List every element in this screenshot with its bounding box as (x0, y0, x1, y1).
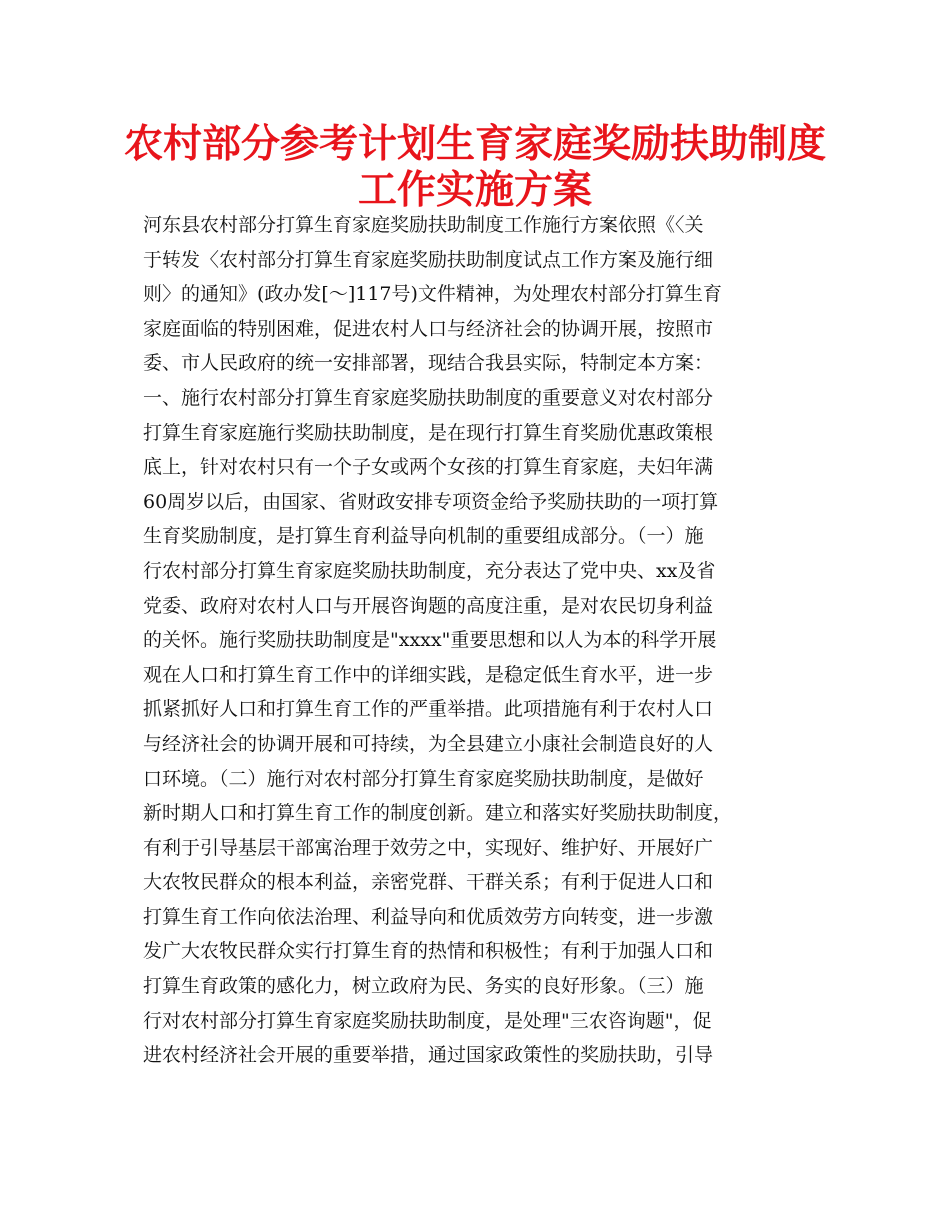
body-text-line: 观在人口和打算生育工作中的详细实践，是稳定低生育水平，进一步 (143, 663, 714, 686)
body-text-line: 底上，针对农村只有一个子女或两个女孩的打算生育家庭，夫妇年满 (143, 456, 714, 479)
body-text-line: 大农牧民群众的根本利益，亲密党群、干群关系；有利于促进人口和 (143, 871, 714, 894)
body-text-line: 行对农村部分打算生育家庭奖励扶助制度，是处理"三农咨询题"，促 (143, 1009, 712, 1032)
body-text-line: 进农村经济社会开展的重要举措，通过国家政策性的奖励扶助，引导 (143, 1044, 714, 1067)
body-text-line: 于转发〈农村部分打算生育家庭奖励扶助制度试点工作方案及施行细 (143, 248, 714, 271)
body-text-line: 行农村部分打算生育家庭奖励扶助制度，充分表达了党中央、xx及省 (143, 559, 716, 582)
body-text-line: 一、施行农村部分打算生育家庭奖励扶助制度的重要意义对农村部分 (143, 386, 714, 409)
body-text-line: 口环境。（二）施行对农村部分打算生育家庭奖励扶助制度，是做好 (143, 767, 704, 790)
body-text-line: 党委、政府对农村人口与开展咨询题的高度注重，是对农民切身利益 (143, 594, 714, 617)
body-text-line: 打算生育政策的感化力，树立政府为民、务实的良好形象。（三）施 (143, 975, 704, 998)
body-text-line: 的关怀。施行奖励扶助制度是"xxxx"重要思想和以人为本的科学开展 (143, 629, 717, 652)
body-text-line: 委、市人民政府的统一安排部署，现结合我县实际，特制定本方案： (143, 352, 714, 375)
body-text-line: 打算生育家庭施行奖励扶助制度，是在现行打算生育奖励优惠政策根 (143, 421, 714, 444)
body-text-line: 打算生育工作向依法治理、利益导向和优质效劳方向转变，进一步激 (143, 905, 714, 928)
body-text-line: 生育奖励制度，是打算生育利益导向机制的重要组成部分。（一）施 (143, 525, 704, 548)
body-text-line: 发广大农牧民群众实行打算生育的热情和积极性；有利于加强人口和 (143, 940, 714, 963)
body-text-line: 河东县农村部分打算生育家庭奖励扶助制度工作施行方案依照《〈关 (143, 214, 704, 236)
document-title-line-1: 农村部分参考计划生育家庭奖励扶助制度 (123, 122, 826, 167)
body-text-line: 抓紧抓好人口和打算生育工作的严重举措。此项措施有利于农村人口 (143, 698, 714, 721)
body-text-line: 与经济社会的协调开展和可持续，为全县建立小康社会制造良好的人 (143, 732, 714, 755)
body-text-line: 60周岁以后，由国家、省财政安排专项资金给予奖励扶助的一项打算 (143, 490, 719, 513)
body-text-line: 新时期人口和打算生育工作的制度创新。建立和落实好奖励扶助制度， (143, 802, 733, 825)
body-text-line: 则〉的通知》(政办发[～]117号)文件精神，为处理农村部分打算生育 (143, 283, 722, 306)
body-text-line: 有利于引导基层干部寓治理于效劳之中，实现好、维护好、开展好广 (143, 836, 714, 859)
body-text-line: 家庭面临的特别困难，促进农村人口与经济社会的协调开展，按照市 (143, 317, 714, 340)
document-body (143, 208, 833, 1073)
document-title-line-2: 工作实施方案 (357, 168, 592, 213)
